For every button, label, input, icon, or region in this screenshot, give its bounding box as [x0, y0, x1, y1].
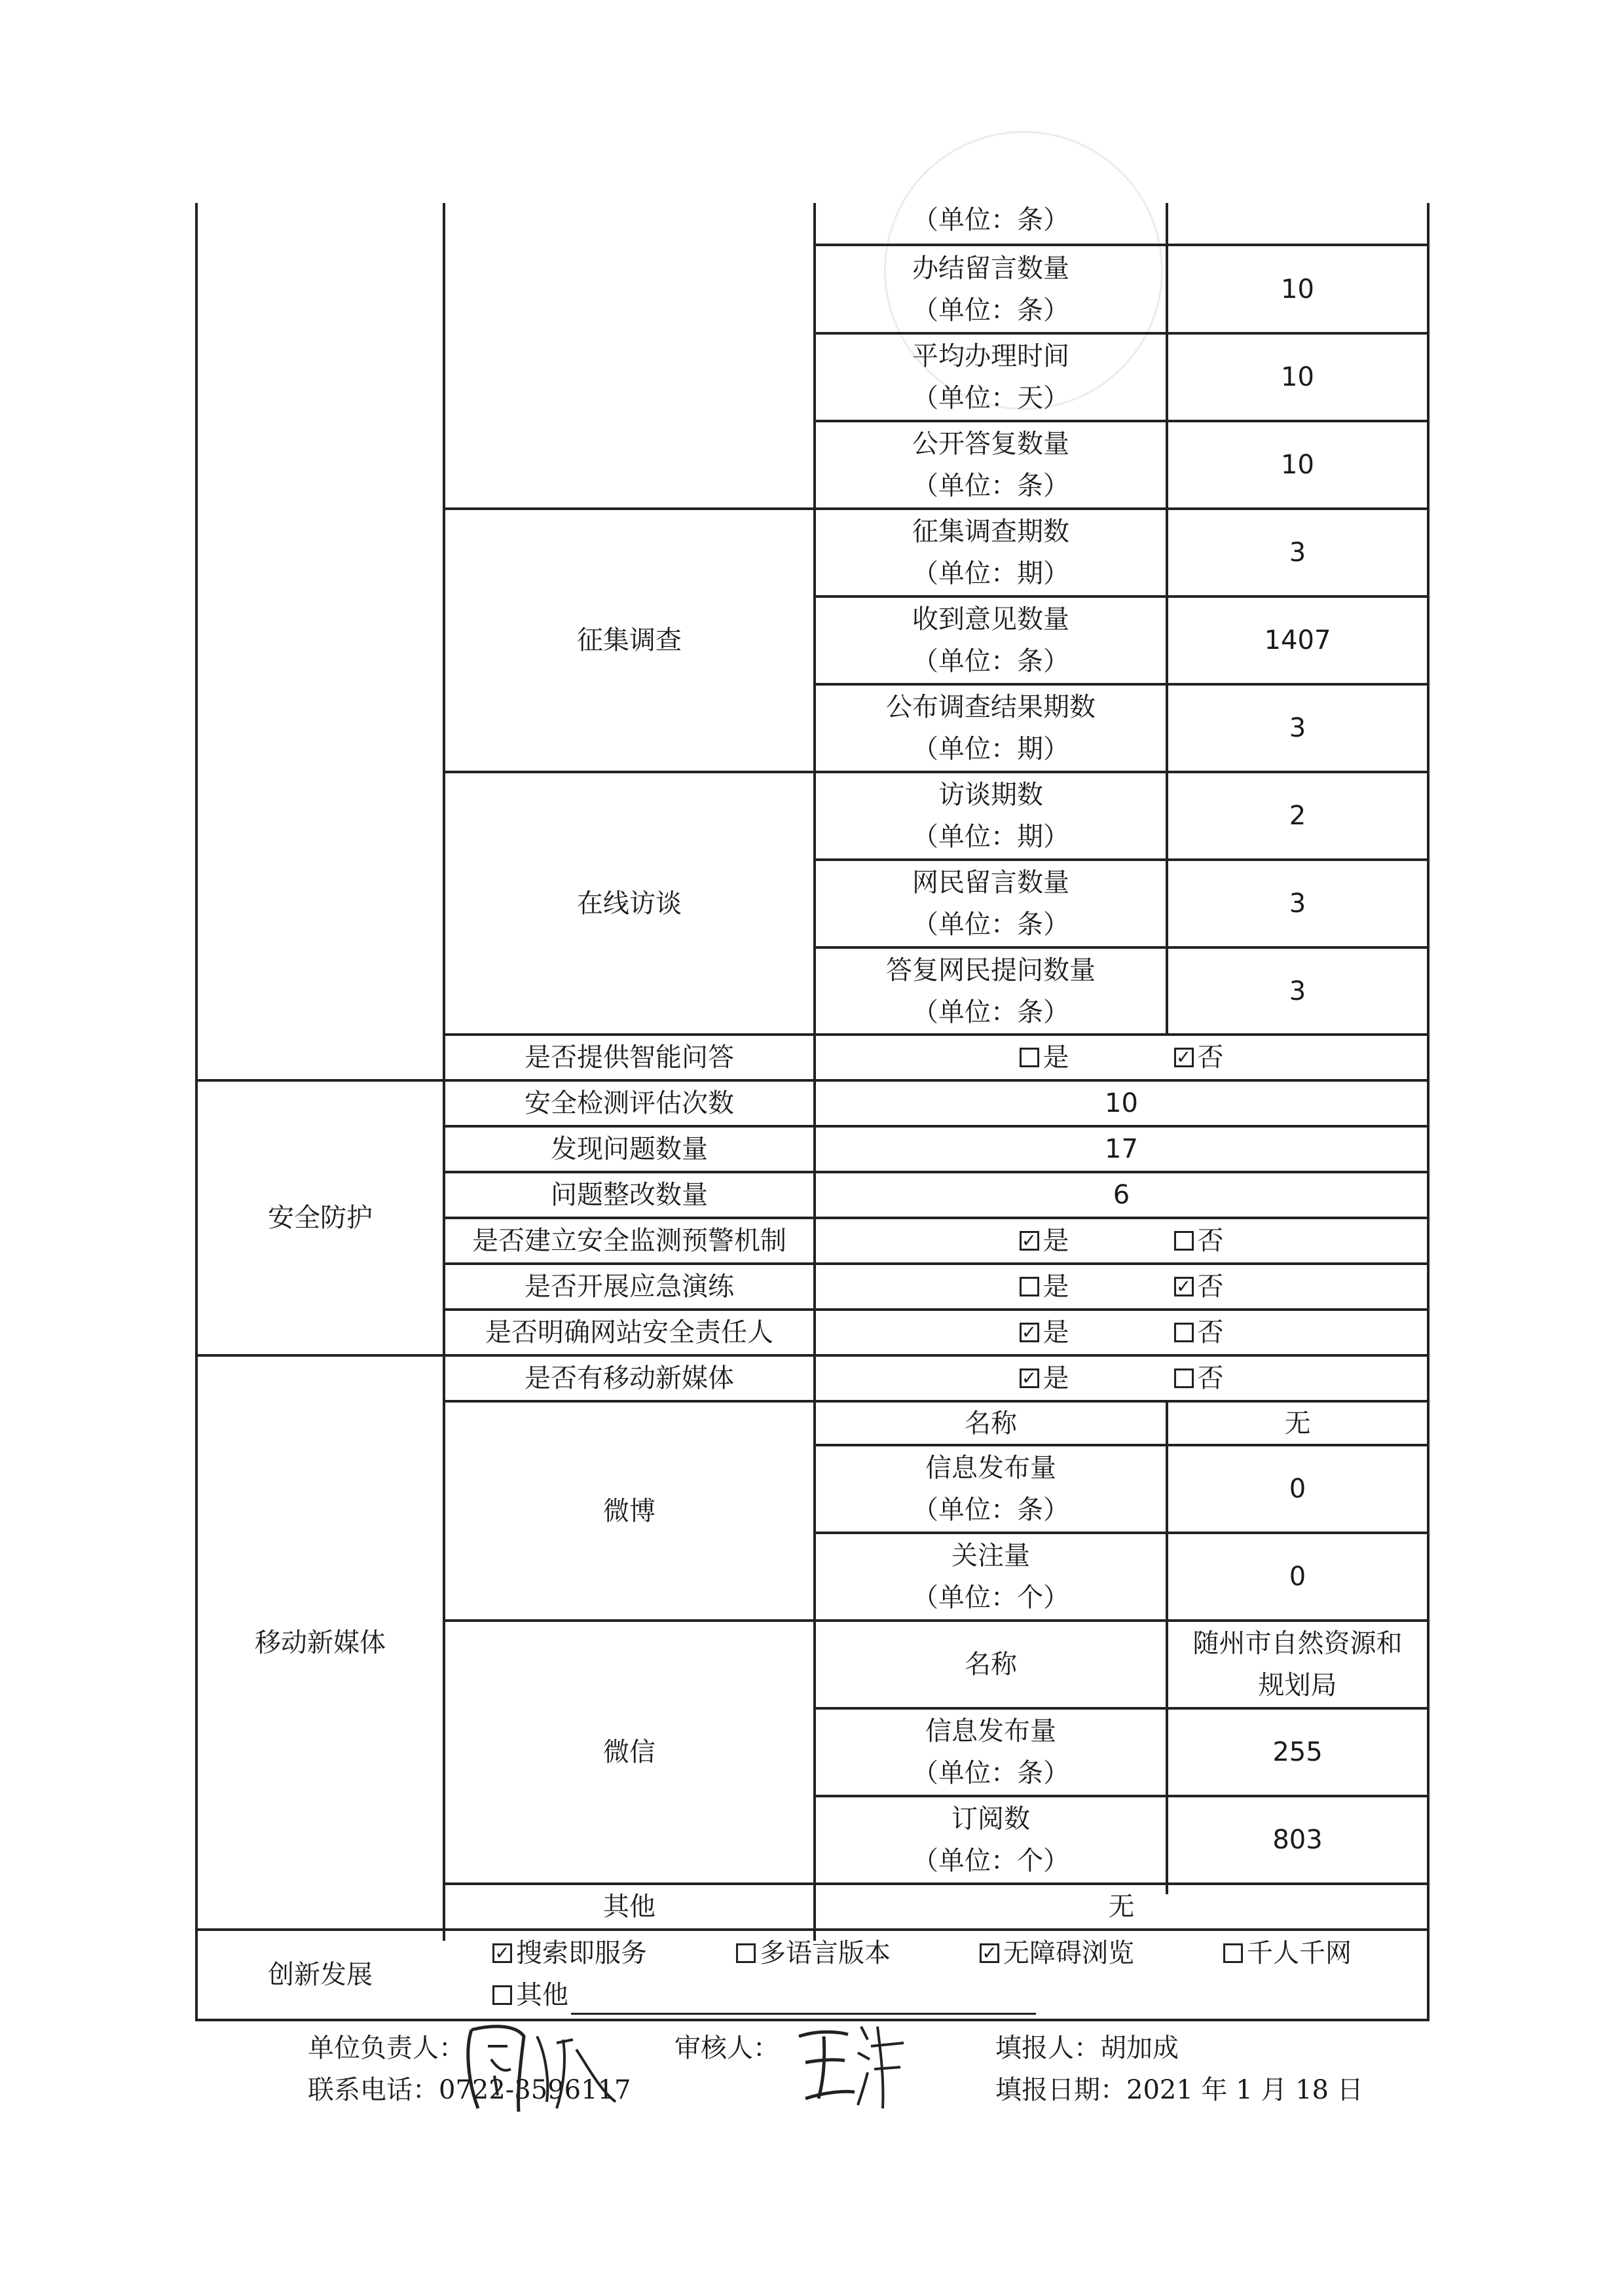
checkbox[interactable] — [1020, 1048, 1039, 1067]
mobile-section-label: 移动新媒体 — [255, 1627, 386, 1658]
security-row-value-0: 10 — [1105, 1088, 1138, 1118]
checkbox[interactable] — [1174, 1323, 1194, 1342]
checkbox[interactable]: ✓ — [980, 1943, 999, 1963]
weibo-row-label-1: 关注量 （单位：个） — [912, 1541, 1069, 1613]
security-row-value-2: 6 — [1113, 1180, 1130, 1210]
survey-group-label: 征集调查 — [577, 625, 682, 655]
interview-row-value-1: 3 — [1289, 889, 1306, 919]
wechat-row-value-1: 803 — [1272, 1825, 1323, 1855]
smart-qa-label: 是否提供智能问答 — [525, 1042, 734, 1073]
unit-head-label: 单位负责人： — [308, 2033, 465, 2063]
checkbox[interactable] — [1174, 1231, 1194, 1251]
no-option[interactable]: ✓ 否 — [1174, 1037, 1224, 1078]
security-check-label-1: 是否开展应急演练 — [525, 1272, 734, 1302]
smart-qa-options — [816, 1036, 1427, 1079]
checkbox[interactable]: ✓ — [1174, 1277, 1194, 1296]
no-option[interactable]: 否 — [1174, 1312, 1224, 1353]
filler: 填报人：胡加成 — [995, 2033, 1179, 2063]
interview-group-label: 在线访谈 — [577, 888, 682, 919]
wechat-name-value: 随州市自然资源和 规划局 — [1192, 1628, 1403, 1700]
wechat-row-label-1: 订阅数 （单位：个） — [912, 1804, 1069, 1876]
no-option[interactable]: ✓ 否 — [1174, 1266, 1224, 1308]
reviewer-signature — [792, 2013, 910, 2112]
checkbox[interactable]: ✓ — [1174, 1048, 1194, 1067]
msg-row-label-0 — [816, 246, 1166, 332]
checkbox[interactable] — [736, 1943, 756, 1963]
msg-row-value-2 — [1168, 422, 1427, 507]
option-personalized[interactable]: 千人千网 — [1223, 1932, 1352, 1974]
survey-row-label-1: 收到意见数量 （单位：条） — [912, 604, 1069, 676]
checkbox[interactable] — [492, 1985, 512, 2005]
table-border-right — [1427, 203, 1430, 2021]
label: 平均办理时间 — [912, 341, 1069, 371]
survey-row-value-1: 1407 — [1264, 625, 1331, 655]
yes-option[interactable]: ✓ 是 — [1020, 1312, 1069, 1353]
security-check-options-2 — [816, 1311, 1427, 1354]
weibo-row-label-0: 信息发布量 （单位：条） — [912, 1453, 1069, 1525]
innovation-options — [445, 1931, 1427, 2019]
security-check-options-1 — [816, 1265, 1427, 1308]
value: 10 — [1281, 450, 1314, 480]
checkbox[interactable]: ✓ — [1020, 1368, 1039, 1388]
partial-unit: （单位：条） — [912, 205, 1069, 235]
weibo-group-label: 微博 — [603, 1496, 655, 1526]
value: 10 — [1281, 274, 1314, 304]
checkbox[interactable]: ✓ — [1020, 1231, 1039, 1251]
weibo-name-label: 名称 — [965, 1408, 1017, 1439]
yes-option[interactable]: 是 — [1020, 1037, 1069, 1078]
option-accessibility[interactable]: ✓ 无障碍浏览 — [980, 1932, 1134, 1974]
msg-row-value-0 — [1168, 246, 1427, 332]
interview-row-label-0: 访谈期数 （单位：期） — [912, 780, 1069, 852]
weibo-row-value-0: 0 — [1289, 1474, 1306, 1504]
interview-row-value-0: 2 — [1289, 801, 1306, 831]
interview-row-label-2: 答复网民提问数量 （单位：条） — [886, 955, 1096, 1027]
unit: （单位：条） — [912, 295, 1069, 325]
security-check-label-0: 是否建立安全监测预警机制 — [472, 1226, 786, 1256]
partial-unit-cell — [816, 196, 1166, 244]
unit: （单位：条） — [912, 471, 1069, 501]
other-media-label: 其他 — [603, 1892, 655, 1922]
msg-row-label-2 — [816, 422, 1166, 507]
security-row-label-2: 问题整改数量 — [551, 1180, 708, 1210]
has-mobile-options — [816, 1357, 1427, 1400]
option-other[interactable]: 其他 — [492, 1974, 1036, 2016]
survey-row-value-0: 3 — [1289, 538, 1306, 568]
weibo-row-value-1: 0 — [1289, 1562, 1306, 1592]
wechat-row-value-0: 255 — [1272, 1737, 1323, 1767]
unit: （单位：天） — [912, 383, 1069, 413]
yes-option[interactable]: ✓ 是 — [1020, 1357, 1069, 1399]
interview-row-value-2: 3 — [1289, 976, 1306, 1006]
option-multilingual[interactable]: 多语言版本 — [736, 1932, 891, 1974]
option-search-service[interactable]: ✓ 搜索即服务 — [492, 1932, 647, 1974]
yes-option[interactable]: ✓ 是 — [1020, 1220, 1069, 1262]
innovation-section-label: 创新发展 — [268, 1960, 373, 1990]
security-row-value-1: 17 — [1105, 1134, 1138, 1164]
checkbox[interactable] — [1020, 1277, 1039, 1296]
survey-row-value-2: 3 — [1289, 713, 1306, 743]
wechat-name-label: 名称 — [965, 1649, 1017, 1680]
security-section-label: 安全防护 — [268, 1203, 373, 1233]
other-blank-line[interactable] — [571, 1976, 1036, 2015]
yes-option[interactable]: 是 — [1020, 1266, 1069, 1308]
security-row-label-1: 发现问题数量 — [551, 1134, 708, 1164]
security-check-label-2: 是否明确网站安全责任人 — [485, 1317, 773, 1348]
checkbox[interactable] — [1223, 1943, 1243, 1963]
value: 10 — [1281, 362, 1314, 392]
security-row-label-0: 安全检测评估次数 — [525, 1088, 734, 1118]
interview-row-label-1: 网民留言数量 （单位：条） — [912, 868, 1069, 940]
wechat-group-label: 微信 — [603, 1737, 655, 1767]
unit-head-signature — [458, 2010, 629, 2121]
has-mobile-label: 是否有移动新媒体 — [525, 1363, 734, 1393]
phone: 联系电话：0722-3596117 — [308, 2075, 631, 2105]
wechat-row-label-0: 信息发布量 （单位：条） — [912, 1716, 1069, 1788]
fill-date: 填报日期：2021 年 1 月 18 日 — [995, 2075, 1363, 2105]
checkbox[interactable]: ✓ — [492, 1943, 512, 1963]
checkbox[interactable]: ✓ — [1020, 1323, 1039, 1342]
msg-row-label-1 — [816, 335, 1166, 420]
msg-row-value-1 — [1168, 335, 1427, 420]
weibo-name-value: 无 — [1284, 1408, 1311, 1439]
no-option[interactable]: 否 — [1174, 1220, 1224, 1262]
checkbox[interactable] — [1174, 1368, 1194, 1388]
other-media-value: 无 — [1108, 1892, 1135, 1922]
security-check-options-0 — [816, 1219, 1427, 1262]
label: 公开答复数量 — [912, 429, 1069, 459]
reviewer-label: 审核人： — [674, 2033, 779, 2063]
no-option[interactable]: 否 — [1174, 1357, 1224, 1399]
survey-row-label-2: 公布调查结果期数 （单位：期） — [886, 692, 1096, 764]
survey-row-label-0: 征集调查期数 （单位：期） — [912, 517, 1069, 589]
label: 办结留言数量 — [912, 253, 1069, 284]
